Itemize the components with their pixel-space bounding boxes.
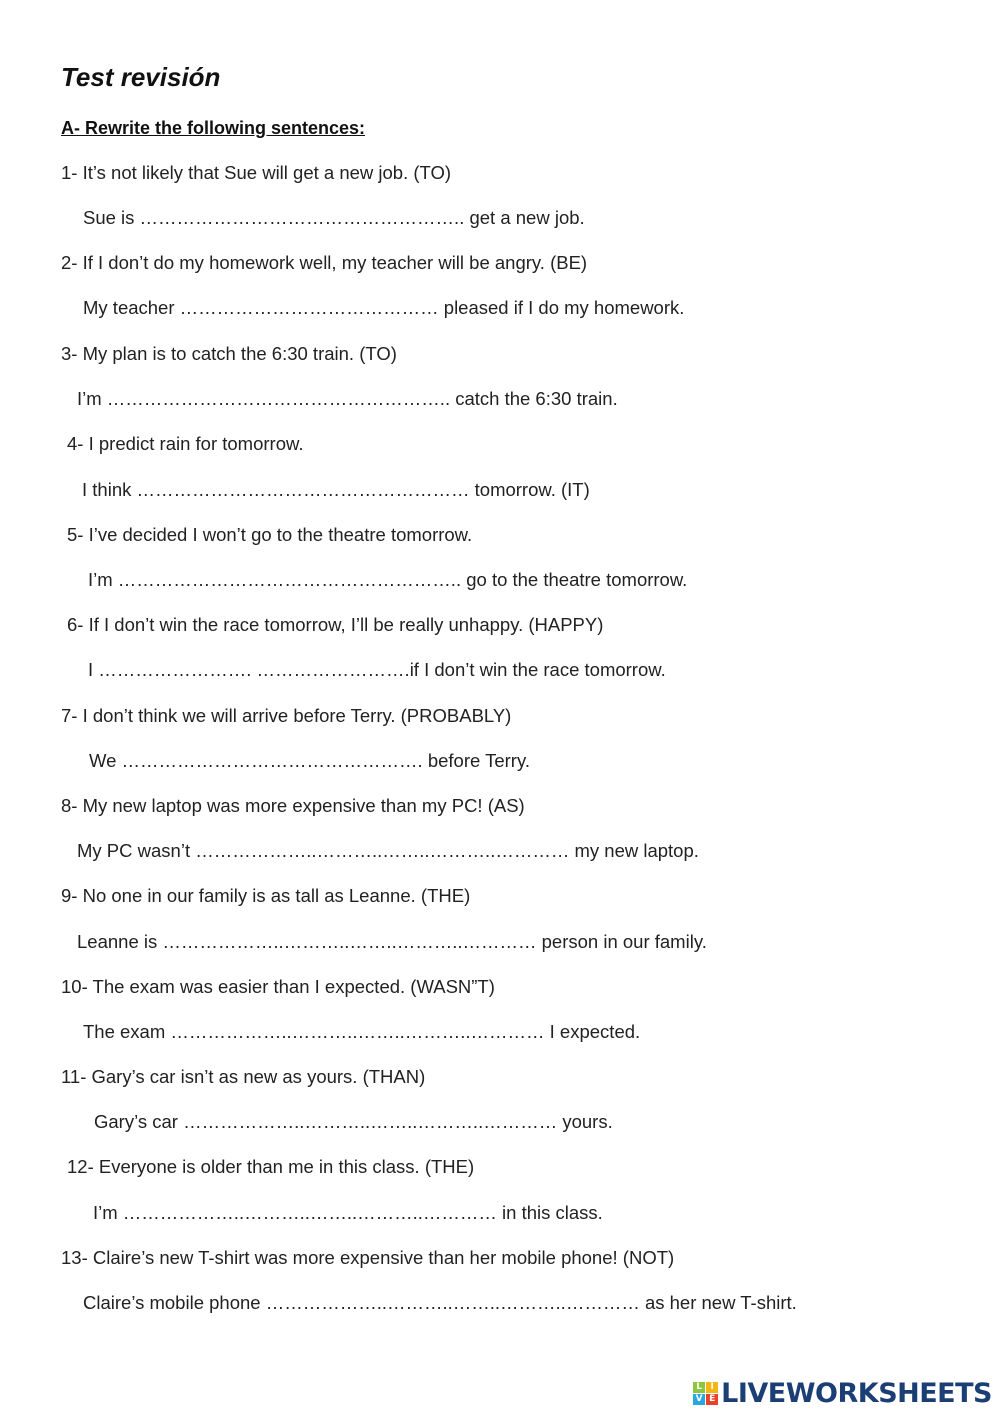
logo-cubes-icon (693, 1382, 718, 1405)
question-prompt: 10- The exam was easier than I expected. (WASN”T) (61, 976, 495, 997)
question-prompt: 12- Everyone is older than me in this class. (THE) (67, 1156, 475, 1177)
liveworksheets-logo (693, 1378, 992, 1409)
question-prompt: 6- If I don’t win the race tomorrow, I’ll be really unhappy. (HAPPY) (67, 614, 604, 635)
answer-line[interactable]: We …………………………………………. before Terry. (89, 750, 530, 771)
answer-line[interactable]: I’m ………………..………..……..………..………… in this class. (93, 1202, 603, 1223)
question-prompt: 11- Gary’s car isn’t as new as yours. (THAN) (61, 1066, 426, 1087)
question-prompt: 1- It’s not likely that Sue will get a new job. (TO) (61, 162, 452, 183)
section-heading: A- Rewrite the following sentences: (61, 118, 366, 138)
logo-cube: E (706, 1394, 718, 1405)
answer-line[interactable]: Leanne is ………………..………..……..………..………… person in our family. (77, 931, 707, 952)
question-prompt: 13- Claire’s new T-shirt was more expensive than her mobile phone! (NOT) (61, 1247, 675, 1268)
question-prompt: 7- I don’t think we will arrive before Terry. (PROBABLY) (61, 705, 512, 726)
question-prompt: 4- I predict rain for tomorrow. (67, 433, 304, 454)
answer-line[interactable]: My PC wasn’t ………………..………..……..………..………… my new laptop. (77, 840, 699, 861)
answer-line[interactable]: My teacher …………………………………… pleased if I do my homework. (83, 297, 685, 318)
question-prompt: 5- I’ve decided I won’t go to the theatre tomorrow. (67, 524, 473, 545)
logo-cube: I (706, 1382, 718, 1393)
answer-line[interactable]: I ……………………. …………………….if I don’t win the race tomorrow. (88, 659, 666, 680)
answer-line[interactable]: I think ……………………………………………… tomorrow. (IT) (82, 479, 590, 500)
answer-line[interactable]: Sue is …………………………………………….. get a new job. (83, 207, 585, 228)
logo-cube: V (693, 1394, 705, 1405)
answer-line[interactable]: The exam ………………..………..……..………..………… I expected. (83, 1021, 641, 1042)
answer-line[interactable]: I’m ……………………………………………….. go to the theatre tomorrow. (88, 569, 688, 590)
logo-cube: L (693, 1382, 705, 1393)
question-prompt: 2- If I don’t do my homework well, my teacher will be angry. (BE) (61, 252, 588, 273)
question-prompt: 9- No one in our family is as tall as Leanne. (THE) (61, 885, 471, 906)
answer-line[interactable]: Claire’s mobile phone ………………..………..……..………..………… as her new T-shirt. (83, 1292, 797, 1313)
answer-line[interactable]: Gary’s car ………………..………..……..………..………… yours. (94, 1111, 613, 1132)
worksheet-title: Test revisión (61, 62, 221, 92)
question-prompt: 8- My new laptop was more expensive than my PC! (AS) (61, 795, 525, 816)
answer-line[interactable]: I’m ……………………………………………….. catch the 6:30 train. (77, 388, 618, 409)
question-prompt: 3- My plan is to catch the 6:30 train. (TO) (61, 343, 397, 364)
logo-text: LIVEWORKSHEETS (721, 1378, 992, 1409)
